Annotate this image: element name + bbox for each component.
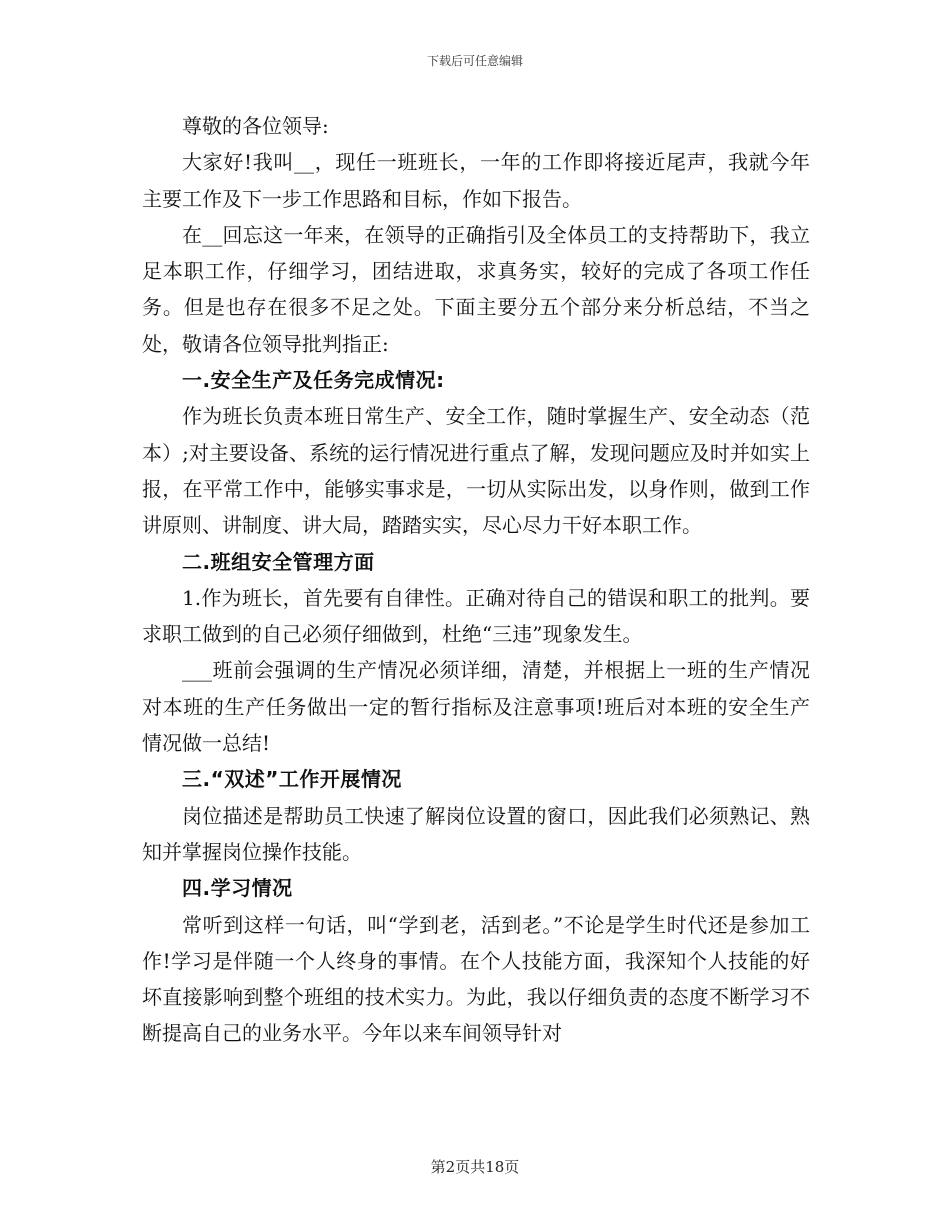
section-heading-4: 四.学习情况 — [182, 876, 293, 901]
paragraph-section-4: 常听到这样一句话，叫“学到老，活到老。”不论是学生时代还是参加工作!学习是伴随一个人终身的事情。在个人技能方面，我深知个人技能的好坏直接影响到整个班组的技术实力。为此，我以仔细负责的态度不断学习不断提高自己的业务水平。今年以来车间领导针对 — [142, 912, 810, 1046]
header-note: 下载后可任意编辑 — [426, 54, 523, 68]
document-body — [142, 108, 810, 1052]
section-heading-2: 二.班组安全管理方面 — [182, 549, 375, 574]
page-number: 第2页共18页 — [430, 1158, 520, 1176]
section-heading-1: 一.安全生产及任务完成情况: — [182, 368, 445, 393]
paragraph-section-2-item-1: 1.作为班长，首先要有自律性。正确对待自己的错误和职工的批判。要求职工做到的自己必须仔细做到，杜绝“三违”现象发生。 — [142, 585, 810, 647]
section-heading-3: 三.“双述”工作开展情况 — [182, 767, 402, 792]
paragraph-section-2-item-2: ___班前会强调的生产情况必须详细，清楚，并根据上一班的生产情况对本班的生产任务做出一定的暂行指标及注意事项!班后对本班的安全生产情况做一总结! — [142, 658, 810, 756]
paragraph-greeting: 大家好!我叫__，现任一班班长，一年的工作即将接近尾声，我就今年主要工作及下一步工作思路和目标，作如下报告。 — [142, 150, 810, 211]
paragraph-intro: 在__回忘这一年来，在领导的正确指引及全体员工的支持帮助下，我立足本职工作，仔细学习，团结进取，求真务实，较好的完成了各项工作任务。但是也存在很多不足之处。下面主要分五个部分来分析总结，不当之处，敬请各位领导批判指正: — [142, 222, 810, 356]
salutation: 尊敬的各位领导: — [182, 114, 329, 138]
paragraph-section-1: 作为班长负责本班日常生产、安全工作，随时掌握生产、安全动态（范本）;对主要设备、系统的运行情况进行重点了解，发现问题应及时并如实上报，在平常工作中，能够实事求是，一切从实际出发，以身作则，做到工作讲原则、讲制度、讲大局，踏踏实实，尽心尽力干好本职工作。 — [142, 404, 810, 538]
paragraph-section-3: 岗位描述是帮助员工快速了解岗位设置的窗口，因此我们必须熟记、熟知并掌握岗位操作技能。 — [142, 803, 810, 864]
